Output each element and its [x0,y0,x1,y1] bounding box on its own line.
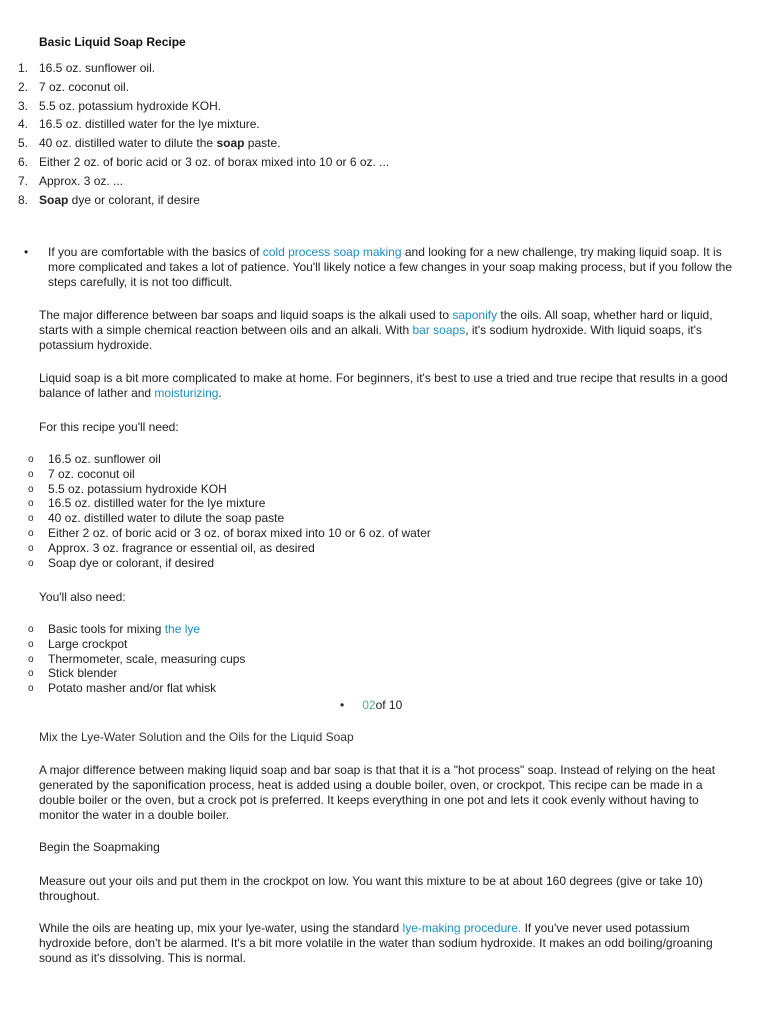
paragraph-measure: Measure out your oils and put them in the crockpot on low. You want this mixture to be at about 160 degrees (give or take 10) throughout. [39,874,703,903]
list-item: o 7 oz. coconut oil [28,466,135,481]
need-heading: For this recipe you'll need: [39,420,179,434]
intro-bullet [20,245,740,290]
list-text: 5.5 oz. potassium hydroxide KOH. [39,98,222,113]
list-number: 8. [17,192,28,207]
list-item: o Stick blender [28,666,118,681]
list-item: o Either 2 oz. of boric acid or 3 oz. of borax mixed into 10 or 6 oz. of water [28,525,431,540]
list-number: 1. [17,61,28,75]
list-text: 16.5 oz. sunflower oil. [39,61,156,75]
list-marker: o [28,454,34,465]
section-heading: Mix the Lye-Water Solution and the Oils for the Liquid Soap [39,730,354,744]
list-item: o 16.5 oz. sunflower oil [28,452,161,466]
list-number: 4. [17,117,28,132]
list-item: o 5.5 oz. potassium hydroxide KOH [28,481,227,496]
list-marker: o [28,557,34,569]
bullet-marker: • [24,245,29,259]
list-item [0,97,740,116]
list-marker: o [28,683,34,695]
link-cold-process[interactable]: cold process soap making [262,245,402,259]
list-marker: o [28,513,34,525]
pager-bullet: • [340,698,345,712]
slide-pager [340,698,402,713]
list-item [0,59,740,78]
pager-total: of 10 [375,698,403,712]
list-text: Approx. 3 oz. ... [39,173,124,188]
list-text: 40 oz. distilled water to dilute the soap paste. [39,136,281,151]
list-item: o 16.5 oz. distilled water for the lye mixture [28,496,266,511]
list-text: Either 2 oz. of boric acid or 3 oz. of borax mixed into 10 or 6 oz. ... [39,154,390,169]
list-item [0,134,740,153]
list-number: 7. [17,173,28,188]
list-item: o Approx. 3 oz. fragrance or essential oil, as desired [28,540,315,555]
intro-text: If you are comfortable with the basics of cold process soap making and looking for a new challenge, try making liquid soap. It is more complicated and takes a lot of patience. You'll likely notice a few changes in your soap making process, but if you follow the steps carefully, it is not too difficult. [48,245,733,289]
begin-heading: Begin the Soapmaking [39,840,160,854]
list-item [0,191,740,210]
list-text: 7 oz. coconut oil. [39,79,130,94]
recipe-title: Basic Liquid Soap Recipe [39,35,186,49]
tools-list [0,622,720,696]
list-marker: o [28,653,34,665]
list-item [0,153,740,172]
also-need-heading: You'll also need: [39,590,126,604]
ingredients-list [0,452,720,570]
recipe-list [0,59,740,209]
link-lye-procedure[interactable]: lye-making procedure. [402,921,522,935]
paragraph-hot-process: A major difference between making liquid soap and bar soap is that that it is a "hot process" soap. Instead of relying on the heat generated by the saponification process, heat is added using a double boiler, oven, or crockpot. This recipe can be made in a double boiler or the oven, but a crock pot is preferred. It keeps everything in one pot and lets it cook evenly without having to monitor the water in a double boiler. [39,763,716,822]
link-moisturizing[interactable]: moisturizing [154,386,219,400]
list-text: Soap dye or colorant, if desire [39,192,200,207]
list-marker: o [28,527,34,539]
list-marker: o [28,638,34,650]
list-item [0,115,740,134]
list-marker: o [28,483,34,495]
list-item: o Large crockpot [28,636,128,651]
paragraph-lye: While the oils are heating up, mix your lye-water, using the standard lye-making procedure. If you've never used potassium hydroxide before, don't be alarmed. It's a bit more volatile in the water than sodium hydroxide. It makes an odd boiling/groaning sound as it's dissolving. This is normal. [39,921,713,965]
pager-current: 02 [362,698,376,712]
list-marker: o [28,498,34,510]
list-item: o Thermometer, scale, measuring cups [28,651,246,666]
link-bar-soaps[interactable]: bar soaps [412,323,466,337]
link-the-lye[interactable]: the lye [164,622,201,636]
list-marker: o [28,542,34,554]
list-number: 2. [17,79,28,94]
list-number: 3. [17,98,28,113]
list-marker: o [28,468,34,480]
list-marker: o [28,668,34,680]
list-number: 6. [17,154,28,169]
link-saponify[interactable]: saponify [452,308,498,322]
list-marker: o [28,624,34,635]
list-item: o Potato masher and/or flat whisk [28,681,217,696]
list-text: 16.5 oz. distilled water for the lye mixture. [39,117,260,132]
list-item: o 40 oz. distilled water to dilute the soap paste [28,511,285,526]
paragraph-alkali: The major difference between bar soaps and liquid soaps is the alkali used to saponify the oils. All soap, whether hard or liquid, starts with a simple chemical reaction between oils and an alkali. With bar soaps, it's sodium hydroxide. With liquid soaps, it's potassium hydroxide. [39,308,713,352]
list-item [0,78,740,97]
paragraph-home: Liquid soap is a bit more complicated to make at home. For beginners, it's best to use a tried and true recipe that results in a good balance of lather and moisturizing. [39,371,728,400]
list-item [0,172,740,191]
list-number: 5. [17,136,28,151]
list-item: o Basic tools for mixing the lye [28,622,201,636]
list-item: o Soap dye or colorant, if desired [28,555,215,570]
